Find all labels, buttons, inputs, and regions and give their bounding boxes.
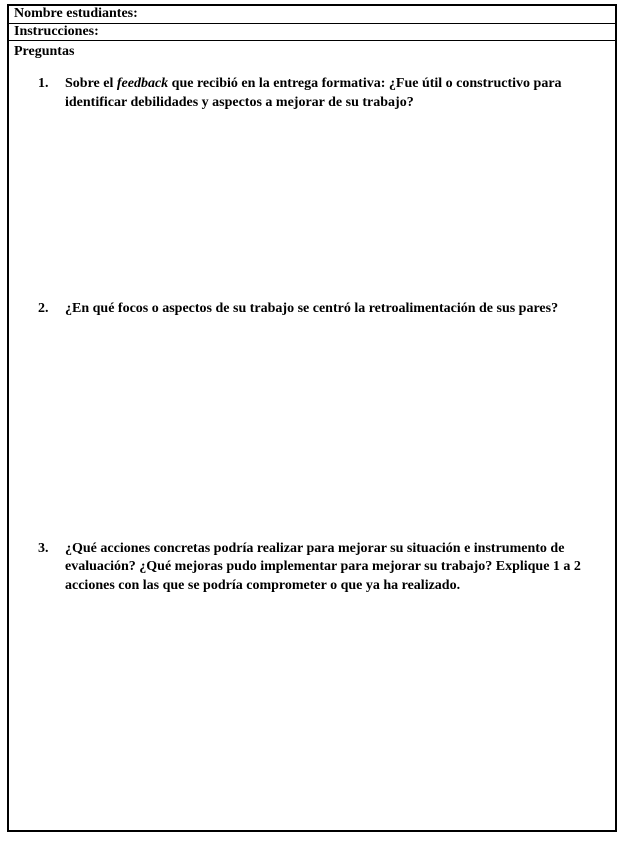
nombre-estudiantes-input-area[interactable] [138,6,615,23]
instrucciones-input-area[interactable] [99,24,615,41]
question-1-number: 1. [38,76,49,91]
instrucciones-label: Instrucciones: [14,23,99,39]
worksheet-table [7,4,617,832]
question-1-text-suffix: que recibió en la entrega formativa: ¿Fue útil o constructivo para identificar debilidades y aspectos a mejorar de su trabajo? [65,76,562,110]
question-item-1 [9,75,615,112]
nombre-estudiantes-label: Nombre estudiantes: [14,6,138,22]
answer-space-1[interactable] [9,112,615,300]
questions-header: Preguntas [14,44,75,59]
question-item-2 [9,300,615,319]
answer-space-3[interactable] [9,595,615,825]
answer-space-2[interactable] [9,319,615,540]
question-item-3 [9,540,615,596]
field-row-instrucciones [9,24,615,42]
question-2-text: ¿En qué focos o aspectos de su trabajo se centró la retroalimentación de sus pares? [65,301,559,316]
question-1-text-italic: feedback [116,76,169,91]
questions-section [9,41,615,825]
question-3-number: 3. [38,540,49,556]
field-row-nombre-estudiantes [9,6,615,24]
question-2-number: 2. [38,301,49,316]
question-1-text [65,75,610,112]
question-1-text-prefix: Sobre el [65,76,117,91]
question-3-text: ¿Qué acciones concretas podría realizar para mejorar su situación e instrumento de evaluación? ¿Qué mejoras pudo implementar para mejorar su trabajo? Explique 1 a 2 acciones con las que se podría comprometer o que ya ha realizado. [65,540,581,593]
